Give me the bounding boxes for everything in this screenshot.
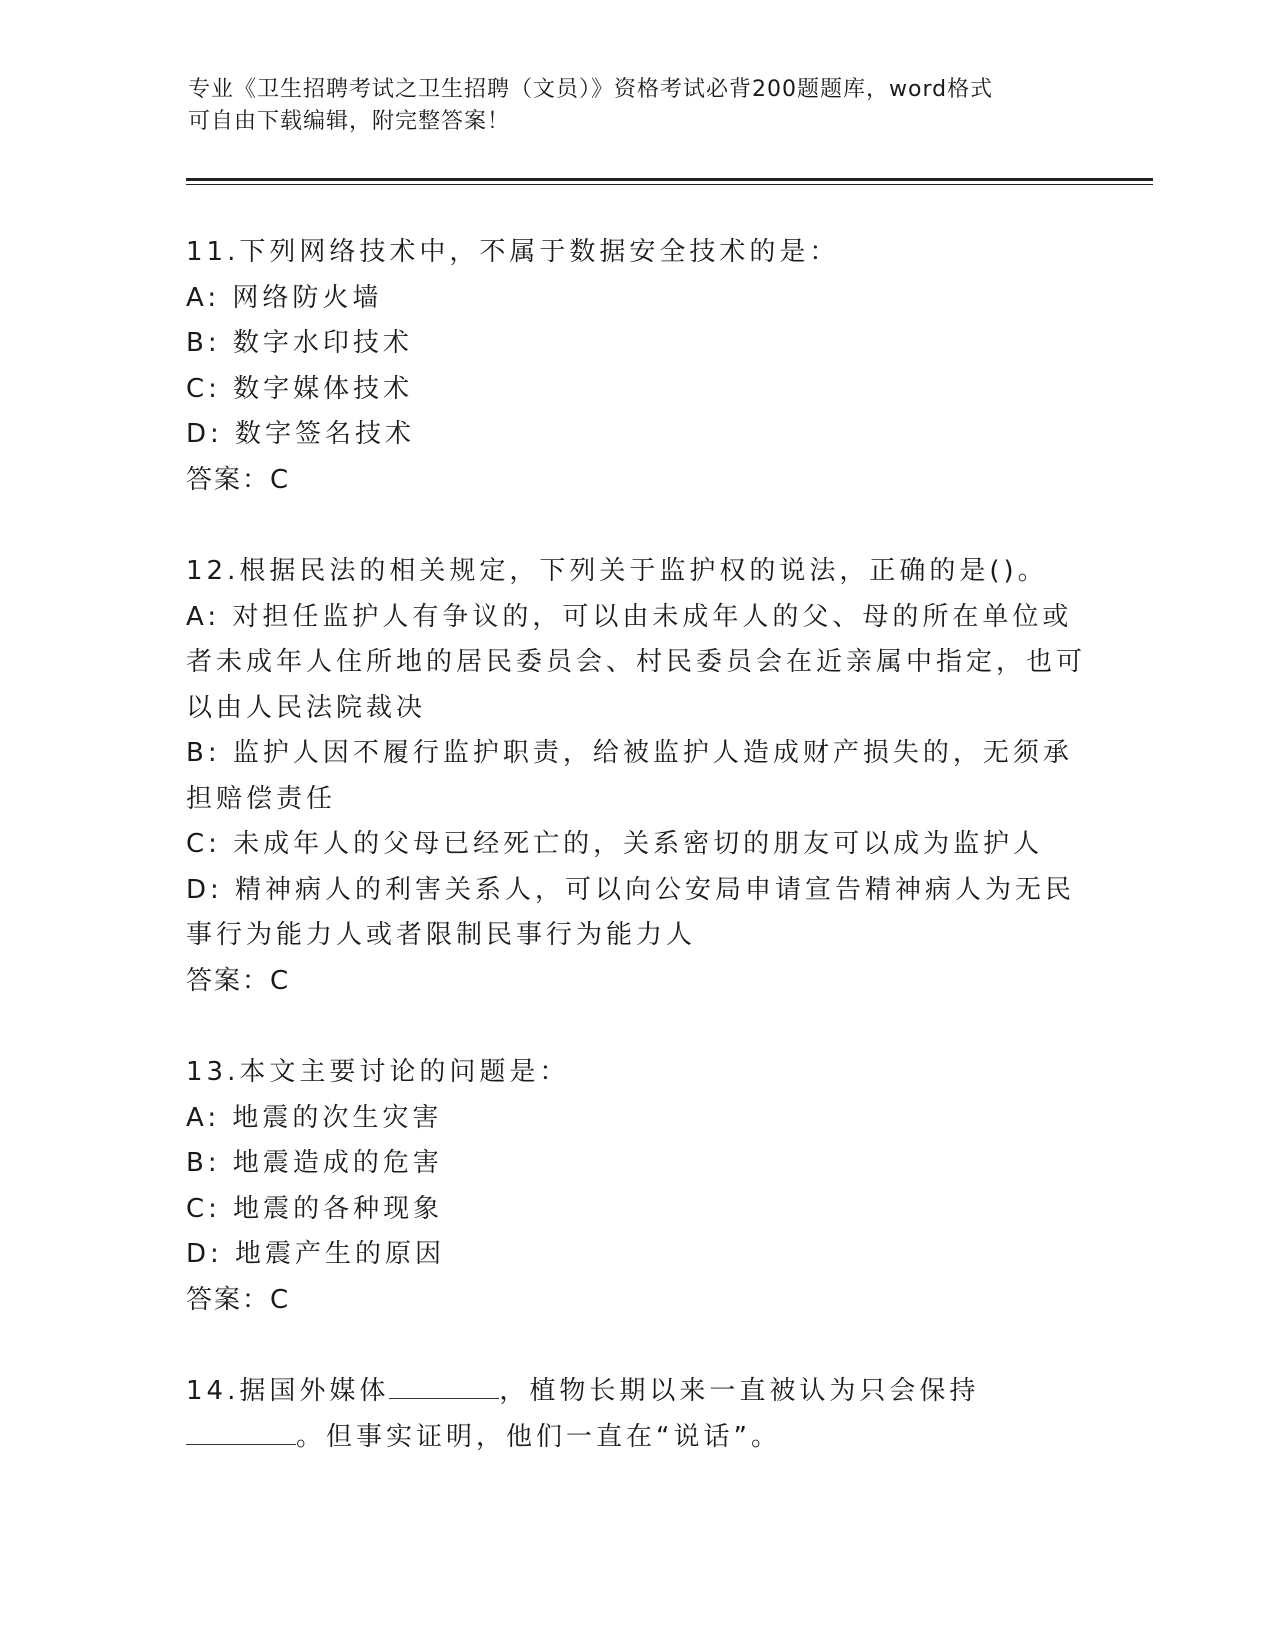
question-12 — [186, 549, 1086, 1004]
fill-in-blank-1 — [389, 1370, 499, 1399]
question-11 — [186, 230, 1086, 503]
question-stem: 12.根据民法的相关规定，下列关于监护权的说法，正确的是()。 — [186, 556, 1048, 586]
option-d: D: 数字签名技术 — [186, 419, 416, 449]
option-c: C: 数字媒体技术 — [186, 373, 414, 404]
question-stem: 11.下列网络技术中，不属于数据安全技术的是： — [186, 237, 840, 267]
option-a: A: 网络防火墙 — [186, 282, 383, 313]
answer-line: 答案：C — [186, 965, 291, 996]
answer-line: 答案：C — [186, 464, 291, 495]
question-stem: 13.本文主要讨论的问题是： — [186, 1057, 570, 1087]
option-c: C: 地震的各种现象 — [186, 1193, 444, 1224]
option-a: A: 地震的次生灾害 — [186, 1102, 443, 1133]
option-d: D: 地震产生的原因 — [186, 1239, 446, 1269]
question-stem — [186, 1369, 1086, 1460]
question-list — [186, 230, 1086, 1506]
document-header — [188, 74, 1068, 138]
stem-part-2: ，植物长期以来一直被认为只会保持 — [499, 1376, 980, 1406]
option-c: C: 未成年人的父母已经死亡的，关系密切的朋友可以成为监护人 — [186, 829, 1044, 859]
option-d: D: 精神病人的利害关系人，可以向公安局申请宣告精神病人为无民事行为能力人或者限制民事行为能力人 — [186, 874, 1076, 950]
option-b: B: 地震造成的危害 — [186, 1148, 443, 1178]
header-title-line-1: 专业《卫生招聘考试之卫生招聘（文员）》资格考试必背200题题库，word格式 — [188, 77, 994, 102]
option-b: B: 监护人因不履行监护职责，给被监护人造成财产损失的，无须承担赔偿责任 — [186, 738, 1073, 814]
answer-line: 答案：C — [186, 1284, 291, 1315]
stem-part-3: 。但事实证明，他们一直在“说话”。 — [296, 1421, 781, 1452]
question-13 — [186, 1050, 1086, 1323]
fill-in-blank-2 — [186, 1416, 296, 1445]
stem-part-1: 14.据国外媒体 — [186, 1376, 390, 1406]
option-a: A: 对担任监护人有争议的，可以由未成年人的父、母的所在单位或者未成年人住所地的居民委员会、村民委员会在近亲属中指定，也可以由人民法院裁决 — [186, 601, 1087, 723]
header-title-line-2: 可自由下载编辑，附完整答案！ — [188, 109, 511, 134]
header-divider-thick — [186, 178, 1153, 181]
header-divider-thin — [186, 184, 1153, 185]
option-b: B: 数字水印技术 — [186, 328, 413, 358]
question-14 — [186, 1369, 1086, 1460]
